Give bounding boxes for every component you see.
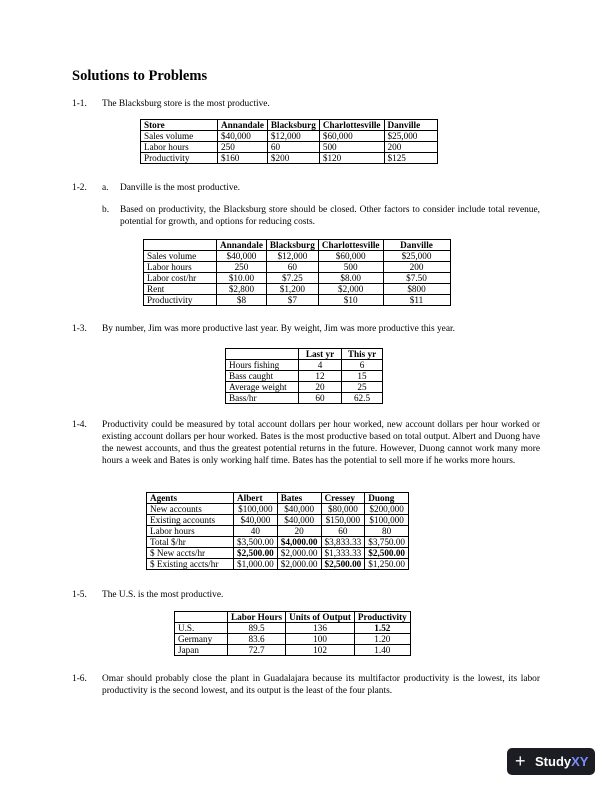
- table-cell: Labor hours: [141, 142, 218, 153]
- table-cell: $150,000: [321, 515, 365, 526]
- table-cell: $2,500.00: [234, 548, 278, 559]
- table-cell: 1.20: [354, 634, 410, 645]
- table-1-5: [174, 611, 411, 656]
- table-row: [147, 537, 409, 548]
- table-cell: Japan: [175, 645, 228, 656]
- table-row: [141, 131, 438, 142]
- table-cell: $8.00: [318, 273, 383, 284]
- table-cell: 80: [365, 526, 409, 537]
- table-cell: $125: [384, 153, 437, 164]
- logo-text: [535, 748, 588, 775]
- table-cell: $7.25: [266, 273, 318, 284]
- table-cell: Labor hours: [147, 526, 234, 537]
- table-cell: Productivity: [144, 295, 217, 306]
- table-cell: $1,000.00: [234, 559, 278, 570]
- table-row: [175, 634, 411, 645]
- table-row: [144, 273, 451, 284]
- table-cell: 60: [267, 142, 319, 153]
- table-row: [226, 371, 383, 382]
- problem-text: The Blacksburg store is the most productive.: [102, 99, 270, 109]
- table-cell: Hours fishing: [226, 360, 299, 371]
- table-row: [147, 548, 409, 559]
- table-cell: 200: [384, 142, 437, 153]
- table-cell: $2,500.00: [321, 559, 365, 570]
- table-cell: Labor hours: [144, 262, 217, 273]
- table-cell: Rent: [144, 284, 217, 295]
- table-cell: $10: [318, 295, 383, 306]
- table-cell: 136: [286, 623, 355, 634]
- table-cell: $160: [218, 153, 268, 164]
- table-header: Store: [141, 120, 218, 131]
- table-cell: Labor cost/hr: [144, 273, 217, 284]
- table-cell: $3,750.00: [365, 537, 409, 548]
- table-header: Duong: [365, 493, 409, 504]
- table-cell: $ New accts/hr: [147, 548, 234, 559]
- table-row: [144, 262, 451, 273]
- table-header: [226, 349, 299, 360]
- table-cell: 25: [342, 382, 383, 393]
- table-cell: $12,000: [267, 131, 319, 142]
- table-header: Albert: [234, 493, 278, 504]
- table-cell: 15: [342, 371, 383, 382]
- table-cell: 1.40: [354, 645, 410, 656]
- table-row: [147, 504, 409, 515]
- table-cell: $60,000: [319, 131, 384, 142]
- plus-icon: +: [515, 751, 526, 771]
- table-cell: 500: [319, 142, 384, 153]
- problem-number: 1-6.: [72, 674, 87, 684]
- table-cell: $4,000.00: [277, 537, 321, 548]
- table-cell: $200: [267, 153, 319, 164]
- table-cell: 20: [277, 526, 321, 537]
- table-cell: $1,250.00: [365, 559, 409, 570]
- sub-text: Based on productivity, the Blacksburg store should be closed. Other factors to consider include total revenue, potential for growth, and options for reducing costs.: [120, 205, 540, 227]
- table-cell: $200,000: [365, 504, 409, 515]
- table-cell: $120: [319, 153, 384, 164]
- table-cell: 60: [321, 526, 365, 537]
- table-row: [175, 623, 411, 634]
- table-cell: 72.7: [228, 645, 286, 656]
- table-row: [144, 295, 451, 306]
- studyxy-logo[interactable]: [507, 748, 595, 775]
- problem-number: 1-5.: [72, 590, 87, 600]
- table-cell: 1.52: [354, 623, 410, 634]
- problem-text: The U.S. is the most productive.: [102, 590, 224, 600]
- table-cell: $40,000: [234, 515, 278, 526]
- table-cell: 60: [266, 262, 318, 273]
- table-row: [226, 360, 383, 371]
- table-cell: $3,500.00: [234, 537, 278, 548]
- table-header: Danville: [383, 240, 450, 251]
- table-cell: Total $/hr: [147, 537, 234, 548]
- table-cell: 40: [234, 526, 278, 537]
- table-cell: Existing accounts: [147, 515, 234, 526]
- table-cell: 100: [286, 634, 355, 645]
- table-row: [147, 526, 409, 537]
- table-cell: $25,000: [384, 131, 437, 142]
- table-cell: $2,000.00: [277, 559, 321, 570]
- table-cell: $2,800: [217, 284, 267, 295]
- table-1-4: [146, 492, 409, 570]
- table-cell: 12: [299, 371, 342, 382]
- sub-label: a.: [102, 183, 109, 193]
- table-cell: New accounts: [147, 504, 234, 515]
- table-cell: $800: [383, 284, 450, 295]
- table-1-2: [143, 239, 451, 306]
- table-cell: $40,000: [277, 504, 321, 515]
- table-cell: 250: [217, 262, 267, 273]
- table-cell: 4: [299, 360, 342, 371]
- table-header: Agents: [147, 493, 234, 504]
- table-header: This yr: [342, 349, 383, 360]
- table-cell: $2,500.00: [365, 548, 409, 559]
- table-cell: Productivity: [141, 153, 218, 164]
- table-cell: $ Existing accts/hr: [147, 559, 234, 570]
- table-cell: 83.6: [228, 634, 286, 645]
- table-header: Bates: [277, 493, 321, 504]
- table-cell: Germany: [175, 634, 228, 645]
- table-cell: $1,333.33: [321, 548, 365, 559]
- table-cell: Sales volume: [141, 131, 218, 142]
- table-header: Charlottesville: [319, 120, 384, 131]
- problem-text: By number, Jim was more productive last year. By weight, Jim was more productive this year.: [102, 324, 455, 334]
- table-cell: $40,000: [218, 131, 268, 142]
- table-cell: $2,000.00: [277, 548, 321, 559]
- table-header: Cressey: [321, 493, 365, 504]
- sub-label: b.: [102, 205, 110, 215]
- logo-word: Study: [535, 754, 572, 769]
- problem-text: Omar should probably close the plant in Guadalajara because its multifactor productivity is the lowest, its labor productivity is the second lowest, and its output is the least of the four plants.: [102, 674, 540, 696]
- table-row: [175, 645, 411, 656]
- table-cell: 60: [299, 393, 342, 404]
- table-cell: 500: [318, 262, 383, 273]
- table-header: Productivity: [354, 612, 410, 623]
- table-cell: $25,000: [383, 251, 450, 262]
- table-cell: $1,200: [266, 284, 318, 295]
- table-row: [147, 559, 409, 570]
- table-1-3: [225, 348, 383, 404]
- problem-number: 1-4.: [72, 420, 87, 430]
- page-title: Solutions to Problems: [72, 68, 208, 84]
- table-cell: 200: [383, 262, 450, 273]
- table-cell: U.S.: [175, 623, 228, 634]
- table-row: [226, 393, 383, 404]
- table-cell: $7: [266, 295, 318, 306]
- table-header: Annandale: [218, 120, 268, 131]
- table-header: Charlottesville: [318, 240, 383, 251]
- table-cell: Bass caught: [226, 371, 299, 382]
- table-header: Units of Output: [286, 612, 355, 623]
- table-row: [141, 153, 438, 164]
- table-row: [226, 382, 383, 393]
- table-cell: Average weight: [226, 382, 299, 393]
- table-cell: 250: [218, 142, 268, 153]
- table-header: Blacksburg: [266, 240, 318, 251]
- table-header: Annandale: [217, 240, 267, 251]
- table-row: [144, 284, 451, 295]
- table-cell: Bass/hr: [226, 393, 299, 404]
- table-row: [141, 142, 438, 153]
- table-cell: Sales volume: [144, 251, 217, 262]
- table-header: [175, 612, 228, 623]
- problem-number: 1-2.: [72, 183, 87, 193]
- table-cell: $100,000: [365, 515, 409, 526]
- table-cell: $10.00: [217, 273, 267, 284]
- problem-text: Productivity could be measured by total account dollars per hour worked, new account dollars per hour worked or existing account dollars per hour worked. Bates is the most productive based on total output. Albert and Duong have the newest accounts, and thus the greatest potential returns in the future. However, Duong cannot work many more hours a week and Bates is only working half time. Bates has the potential to sell more if he works more hours.: [102, 420, 540, 466]
- logo-xy: XY: [571, 754, 589, 769]
- table-cell: $40,000: [217, 251, 267, 262]
- table-cell: $40,000: [277, 515, 321, 526]
- table-row: [144, 251, 451, 262]
- table-cell: 20: [299, 382, 342, 393]
- table-cell: $11: [383, 295, 450, 306]
- sub-text: Danville is the most productive.: [120, 183, 241, 193]
- table-cell: $7.50: [383, 273, 450, 284]
- table-header: Blacksburg: [267, 120, 319, 131]
- table-cell: $80,000: [321, 504, 365, 515]
- problem-number: 1-3.: [72, 324, 87, 334]
- table-cell: 102: [286, 645, 355, 656]
- table-header: Last yr: [299, 349, 342, 360]
- table-cell: $3,833.33: [321, 537, 365, 548]
- problem-number: 1-1.: [72, 99, 87, 109]
- table-cell: $2,000: [318, 284, 383, 295]
- table-cell: 62.5: [342, 393, 383, 404]
- table-cell: $12,000: [266, 251, 318, 262]
- table-row: [147, 515, 409, 526]
- table-1-1: [140, 119, 438, 164]
- table-cell: 89.5: [228, 623, 286, 634]
- table-cell: $60,000: [318, 251, 383, 262]
- table-header: Labor Hours: [228, 612, 286, 623]
- table-cell: $100,000: [234, 504, 278, 515]
- table-header: [144, 240, 217, 251]
- table-cell: $8: [217, 295, 267, 306]
- table-cell: 6: [342, 360, 383, 371]
- table-header: Danville: [384, 120, 437, 131]
